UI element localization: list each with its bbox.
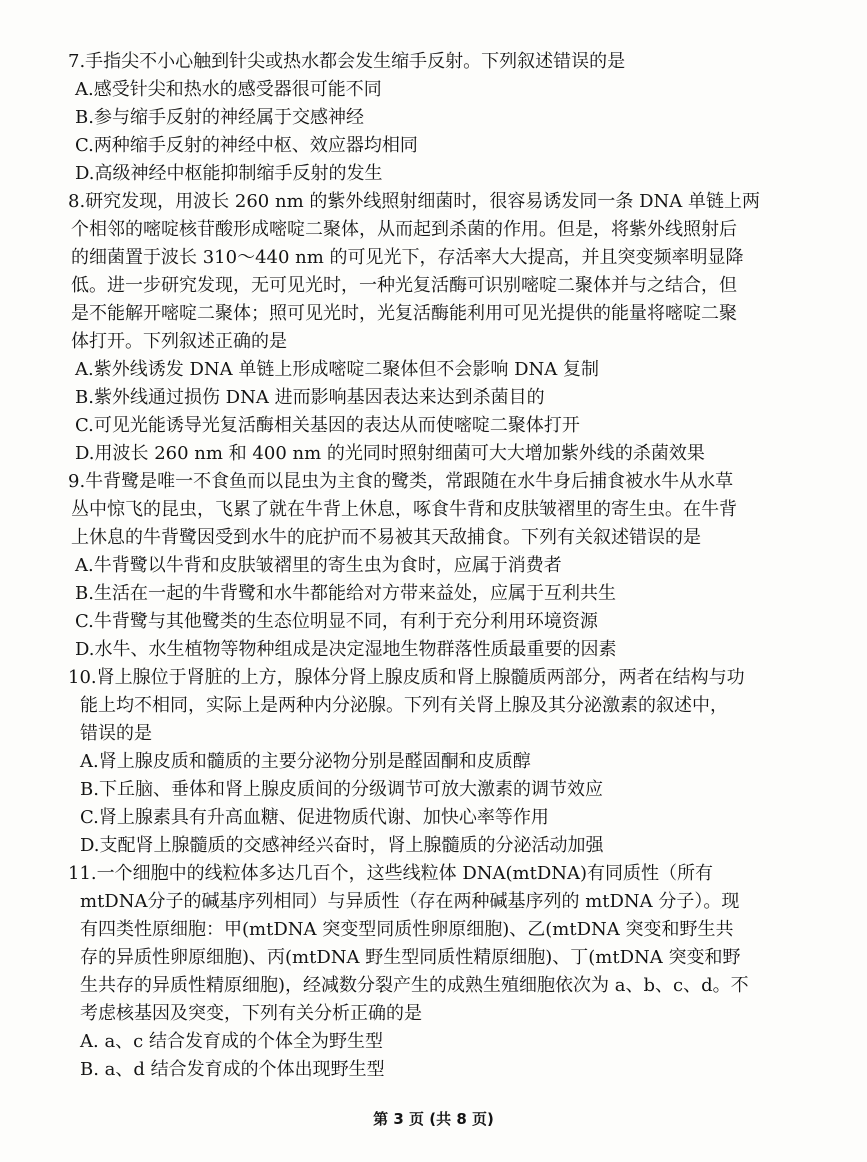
question-11-option-b: B. a、d 结合发育成的个体出现野生型 — [80, 1059, 385, 1080]
question-10-option-b: B.下丘脑、垂体和肾上腺皮质间的分级调节可放大激素的调节效应 — [80, 779, 603, 800]
question-9-option-c: C.牛背鹭与其他鹭类的生态位明显不同，有利于充分利用环境资源 — [75, 611, 598, 632]
question-9-option-a: A.牛背鹭以牛背和皮肤皱褶里的寄生虫为食时，应属于消费者 — [75, 555, 562, 576]
question-10-option-a: A.肾上腺皮质和髓质的主要分泌物分别是醛固酮和皮质醇 — [80, 751, 531, 772]
question-7-option-d: D.高级神经中枢能抑制缩手反射的发生 — [75, 163, 383, 184]
question-11-stem-line: 存的异质性卵原细胞)、丙(mtDNA 野生型同质性精原细胞)、丁(mtDNA 突变和野 — [80, 947, 741, 968]
question-8-stem-line: 低。进一步研究发现，无可见光时，一种光复活酶可识别嘧啶二聚体并与之结合，但 — [71, 275, 737, 296]
question-11-stem-line: 11.一个细胞中的线粒体多达几百个，这些线粒体 DNA(mtDNA)有同质性（所有 — [68, 863, 714, 884]
question-8-option-d: D.用波长 260 nm 和 400 nm 的光同时照射细菌可大大增加紫外线的杀菌效果 — [75, 443, 705, 464]
question-7-option-a: A.感受针尖和热水的感受器很可能不同 — [75, 79, 382, 100]
question-9-stem-line: 上休息的牛背鹭因受到水牛的庇护而不易被其天敌捕食。下列有关叙述错误的是 — [71, 527, 701, 548]
question-8-option-b: B.紫外线通过损伤 DNA 进而影响基因表达来达到杀菌目的 — [75, 387, 545, 408]
question-11-stem-line: 有四类性原细胞：甲(mtDNA 突变型同质性卵原细胞)、乙(mtDNA 突变和野生共 — [80, 919, 734, 940]
question-7-option-c: C.两种缩手反射的神经中枢、效应器均相同 — [75, 135, 418, 156]
question-8-stem-line: 是不能解开嘧啶二聚体；照可见光时，光复活酶能利用可见光提供的能量将嘧啶二聚 — [71, 303, 737, 324]
page-number-footer: 第 3 页 (共 8 页) — [373, 1110, 494, 1128]
question-7-option-b: B.参与缩手反射的神经属于交感神经 — [75, 107, 364, 128]
question-8-option-c: C.可见光能诱导光复活酶相关基因的表达从而使嘧啶二聚体打开 — [75, 415, 580, 436]
question-11-stem-line: 考虑核基因及突变，下列有关分析正确的是 — [80, 1003, 422, 1024]
question-10-option-c: C.肾上腺素具有升高血糖、促进物质代谢、加快心率等作用 — [80, 807, 549, 828]
question-8-option-a: A.紫外线诱发 DNA 单链上形成嘧啶二聚体但不会影响 DNA 复制 — [75, 359, 599, 380]
question-11-stem-line: mtDNA分子的碱基序列相同）与异质性（存在两种碱基序列的 mtDNA 分子）。现 — [80, 891, 740, 912]
question-9-option-b: B.生活在一起的牛背鹭和水牛都能给对方带来益处，应属于互利共生 — [75, 583, 616, 604]
question-8-stem-line: 的细菌置于波长 310～440 nm 的可见光下，存活率大大提高，并且突变频率明显降 — [71, 247, 744, 268]
question-9-stem-line: 丛中惊飞的昆虫，飞累了就在牛背上休息，啄食牛背和皮肤皱褶里的寄生虫。在牛背 — [71, 499, 737, 520]
question-10-stem-line: 错误的是 — [80, 723, 152, 744]
question-10-stem-line: 10.肾上腺位于肾脏的上方，腺体分肾上腺皮质和肾上腺髓质两部分，两者在结构与功 — [68, 667, 745, 688]
question-11-stem-line: 生共存的异质性精原细胞)，经减数分裂产生的成熟生殖细胞依次为 a、b、c、d。不 — [80, 975, 749, 996]
question-9-option-d: D.水牛、水生植物等物种组成是决定湿地生物群落性质最重要的因素 — [75, 639, 617, 660]
question-7-stem: 7.手指尖不小心触到针尖或热水都会发生缩手反射。下列叙述错误的是 — [68, 51, 626, 72]
question-8-stem-line: 体打开。下列叙述正确的是 — [71, 331, 287, 352]
question-10-option-d: D.支配肾上腺髓质的交感神经兴奋时，肾上腺髓质的分泌活动加强 — [80, 835, 604, 856]
question-8-stem-line: 8.研究发现，用波长 260 nm 的紫外线照射细菌时，很容易诱发同一条 DNA 单链上两 — [68, 191, 760, 212]
question-10-stem-line: 能上均不相同，实际上是两种内分泌腺。下列有关肾上腺及其分泌激素的叙述中， — [80, 695, 728, 716]
question-11-option-a: A. a、c 结合发育成的个体全为野生型 — [80, 1031, 383, 1052]
question-9-stem-line: 9.牛背鹭是唯一不食鱼而以昆虫为主食的鹭类，常跟随在水牛身后捕食被水牛从水草 — [68, 471, 734, 492]
question-8-stem-line: 个相邻的嘧啶核苷酸形成嘧啶二聚体，从而起到杀菌的作用。但是，将紫外线照射后 — [71, 219, 737, 240]
